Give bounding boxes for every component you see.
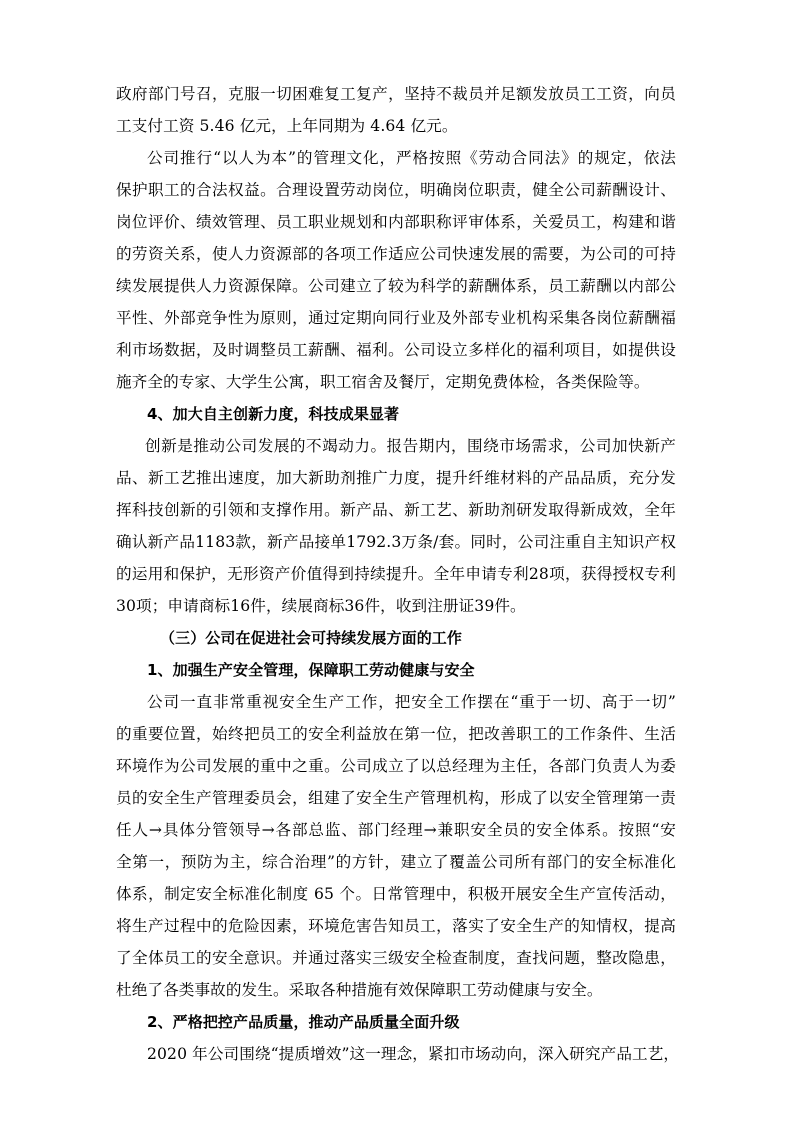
text-line: 2020 年公司围绕“提质增效”这一理念，紧扣市场动向，深入研究产品工艺， (147, 1045, 680, 1063)
paragraph-safety (116, 686, 676, 1006)
text-line: 品、新工艺推出速度，加大新助剂推广力度，提升纤维材料的产品品质，充分发 (116, 469, 676, 487)
text-line: 的重要位置，始终把员工的安全利益放在第一位，把改善职工的工作条件、生活 (116, 725, 676, 743)
text-line: 杜绝了各类事故的发生。采取各种措施有效保障职工劳动健康与安全。 (116, 981, 603, 999)
text-line: 的劳资关系，使人力资源部的各项工作适应公司快速发展的需要，为公司的可持 (116, 245, 676, 263)
paragraph-innovation (116, 430, 676, 622)
text-line: 政府部门号召，克服一切困难复工复产，坚持不裁员并足额发放员工工资，向员 (116, 85, 676, 103)
section-heading-sustainability: （三）公司在促进社会可持续发展方面的工作 (160, 629, 463, 647)
paragraph-people-oriented (116, 142, 676, 398)
text-line: 岗位评价、绩效管理、员工职业规划和内部职称评审体系，关爱员工，构建和谐 (116, 213, 676, 231)
text-line: 平性、外部竞争性为原则，通过定期向同行业及外部专业机构采集各岗位薪酬福 (116, 309, 676, 327)
text-line: 续发展提供人力资源保障。公司建立了较为科学的薪酬体系，员工薪酬以内部公 (116, 277, 676, 295)
text-line: 利市场数据，及时调整员工薪酬、福利。公司设立多样化的福利项目，如提供设 (116, 341, 676, 359)
section-heading-innovation: 4、加大自主创新力度，科技成果显著 (147, 405, 400, 423)
text-line: 环境作为公司发展的重中之重。公司成立了以总经理为主任，各部门负责人为委 (116, 757, 676, 775)
text-line: 任人→具体分管领导→各部总监、部门经理→兼职安全员的安全体系。按照“安 (116, 821, 676, 839)
text-line: 创新是推动公司发展的不竭动力。报告期内，围绕市场需求，公司加快新产 (145, 437, 676, 455)
text-line: 了全体员工的安全意识。并通过落实三级安全检查制度，查找问题，整改隐患， (116, 949, 676, 967)
text-line: 将生产过程中的危险因素，环境危害告知员工，落实了安全生产的知情权，提高 (116, 917, 676, 935)
text-line: 体系，制定安全标准化制度 65 个。日常管理中，积极开展安全生产宣传活动， (116, 885, 676, 903)
paragraph-wages (116, 78, 676, 142)
text-line: 工支付工资 5.46 亿元，上年同期为 4.64 亿元。 (116, 117, 458, 135)
text-line: 施齐全的专家、大学生公寓，职工宿舍及餐厅，定期免费体检，各类保险等。 (116, 373, 650, 391)
paragraph-quality (116, 1038, 680, 1070)
text-line: 全第一，预防为主，综合治理”的方针，建立了覆盖公司所有部门的安全标准化 (116, 853, 676, 871)
text-line: 的运用和保护，无形资产价值得到持续提升。全年申请专利28项，获得授权专利 (116, 565, 676, 583)
section-heading-safety: 1、加强生产安全管理，保障职工劳动健康与安全 (147, 661, 475, 679)
text-line: 公司一直非常重视安全生产工作，把安全工作摆在“重于一切、高于一切” (147, 693, 676, 711)
document-page (116, 78, 680, 1070)
section-heading-quality: 2、严格把控产品质量，推动产品质量全面升级 (147, 1013, 460, 1031)
text-line: 员的安全生产管理委员会，组建了安全生产管理机构，形成了以安全管理第一责 (116, 789, 676, 807)
text-line: 30项；申请商标16件，续展商标36件，收到注册证39件。 (116, 597, 526, 615)
text-line: 挥科技创新的引领和支撑作用。新产品、新工艺、新助剂研发取得新成效，全年 (116, 501, 676, 519)
text-line: 确认新产品1183款，新产品接单1792.3万条/套。同时，公司注重自主知识产权 (116, 533, 676, 551)
text-line: 公司推行“以人为本”的管理文化，严格按照《劳动合同法》的规定，依法 (147, 149, 676, 167)
text-line: 保护职工的合法权益。合理设置劳动岗位，明确岗位职责，健全公司薪酬设计、 (116, 181, 676, 199)
